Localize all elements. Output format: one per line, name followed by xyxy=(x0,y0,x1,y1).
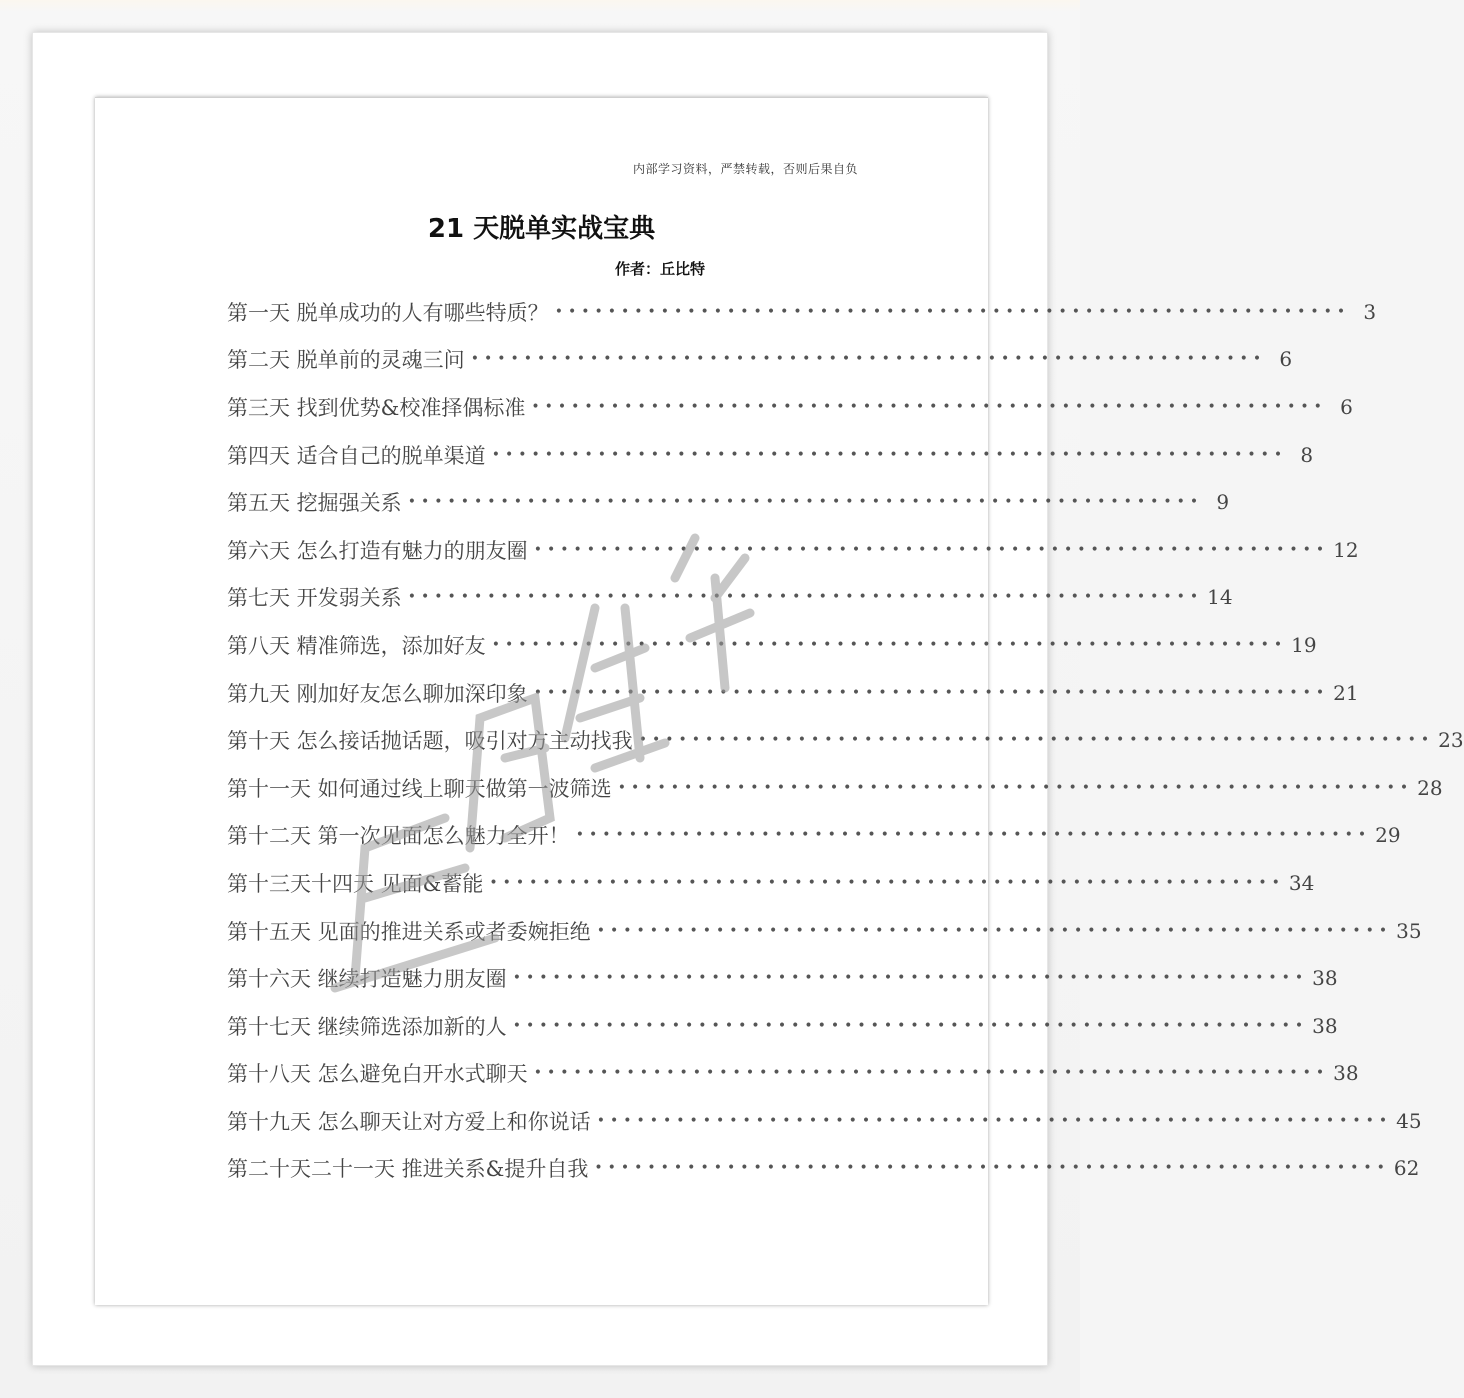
toc-dot-leader: •••••••••••••••••••••••••••••••••••••••••••••••••••••••••••• xyxy=(617,779,1414,796)
toc-entry-title: 第十六天 继续打造魅力朋友圈 xyxy=(227,963,509,993)
toc-page-number: 38 xyxy=(1333,1061,1359,1086)
toc-page-number: 35 xyxy=(1396,918,1422,943)
toc-entry xyxy=(227,288,1377,336)
toc-entry xyxy=(227,907,1422,955)
toc-page-number: 28 xyxy=(1417,775,1443,800)
toc-page-number: 38 xyxy=(1312,966,1338,991)
toc-page-number: 8 xyxy=(1300,442,1314,467)
toc-entry xyxy=(227,621,1317,669)
toc-dot-leader: •••••••••••••••••••••••••••••••••••••••••••••••••••••••••••• xyxy=(638,732,1435,749)
toc-dot-leader: •••••••••••••••••••••••••••••••••••••••••••••••••••••••••••• xyxy=(594,1160,1390,1177)
toc-dot-leader: •••••••••••••••••••••••••••••••••••••••••••••••••••••••••••• xyxy=(491,446,1288,463)
toc-dot-leader: •••••••••••••••••••••••••••••••••••••••••••••••••••••••••••• xyxy=(531,398,1327,415)
toc-dot-leader: •••••••••••••••••••••••••••••••••••••••••••••••••••••••••••• xyxy=(512,1017,1309,1034)
toc-entry xyxy=(227,526,1359,574)
toc-entry-title: 第九天 刚加好友怎么聊加深印象 xyxy=(227,678,530,708)
document-page xyxy=(95,97,1464,1305)
toc-dot-leader: •••••••••••••••••••••••••••••••••••••••••••••••••••••••••••• xyxy=(596,1112,1393,1129)
toc-entry xyxy=(227,764,1443,812)
toc-entry xyxy=(227,812,1401,860)
toc-entry xyxy=(227,716,1464,764)
toc-entry-title: 第十一天 如何通过线上聊天做第一波筛选 xyxy=(227,773,614,803)
toc-entry-title: 第十二天 第一次见面怎么魅力全开！ xyxy=(227,820,572,850)
toc-entry xyxy=(227,1145,1420,1193)
toc-page-number: 21 xyxy=(1333,680,1359,705)
toc-entry-title: 第七天 开发弱关系 xyxy=(227,582,404,612)
toc-entry xyxy=(227,478,1230,526)
toc-entry-title: 第一天 脱单成功的人有哪些特质？ xyxy=(227,297,551,327)
toc-entry xyxy=(227,859,1315,907)
toc-entry-title: 第十九天 怎么聊天让对方爱上和你说话 xyxy=(227,1106,593,1136)
toc-entry-title: 第十五天 见面的推进关系或者委婉拒绝 xyxy=(227,916,593,946)
document-author: 作者：丘比特 xyxy=(615,260,706,278)
toc-entry xyxy=(227,954,1338,1002)
toc-dot-leader: •••••••••••••••••••••••••••••••••••••••••••••••••••••••••••• xyxy=(407,494,1204,511)
toc-dot-leader: •••••••••••••••••••••••••••••••••••••••••••••••••••••••••••• xyxy=(470,351,1267,368)
toc-entry xyxy=(227,1097,1422,1145)
toc-entry xyxy=(227,574,1233,622)
toc-dot-leader: •••••••••••••••••••••••••••••••••••••••••••••••••••••••••••• xyxy=(596,922,1393,939)
table-of-contents xyxy=(227,288,1464,1192)
toc-dot-leader: •••••••••••••••••••••••••••••••••••••••••••••••••••••••••••• xyxy=(491,636,1288,653)
toc-page-number: 45 xyxy=(1396,1108,1422,1133)
toc-page-number: 6 xyxy=(1279,347,1293,372)
toc-page-number: 38 xyxy=(1312,1013,1338,1038)
toc-page-number: 9 xyxy=(1216,490,1230,515)
toc-dot-leader: •••••••••••••••••••••••••••••••••••••••••••••••••••••••••••• xyxy=(533,541,1330,558)
toc-entry-title: 第十三天十四天 见面&蓄能 xyxy=(227,868,485,898)
toc-page-number: 34 xyxy=(1288,870,1315,895)
toc-dot-leader: •••••••••••••••••••••••••••••••••••••••••••••••••••••••••••• xyxy=(533,1065,1330,1082)
toc-entry-title: 第二十天二十一天 推进关系&提升自我 xyxy=(227,1153,590,1183)
toc-entry-title: 第十天 怎么接话抛话题，吸引对方主动找我 xyxy=(227,725,635,755)
toc-dot-leader: •••••••••••••••••••••••••••••••••••••••••••••••••••••••••••• xyxy=(533,684,1330,701)
toc-page-number: 29 xyxy=(1375,823,1401,848)
toc-entry xyxy=(227,431,1314,479)
document-title: 21 天脱单实战宝典 xyxy=(427,214,656,244)
toc-page-number: 12 xyxy=(1333,537,1359,562)
toc-entry xyxy=(227,336,1293,384)
toc-entry xyxy=(227,1002,1338,1050)
toc-page-number: 3 xyxy=(1363,299,1377,324)
toc-entry xyxy=(227,1050,1359,1098)
toc-dot-leader: •••••••••••••••••••••••••••••••••••••••••••••••••••••••••••• xyxy=(512,970,1309,987)
toc-entry xyxy=(227,669,1359,717)
toc-entry-title: 第八天 精准筛选，添加好友 xyxy=(227,630,488,660)
toc-dot-leader: •••••••••••••••••••••••••••••••••••••••••••••••••••••••••••• xyxy=(575,827,1372,844)
toc-entry xyxy=(227,383,1353,431)
toc-page-number: 14 xyxy=(1207,585,1233,610)
toc-page-number: 23 xyxy=(1438,728,1464,753)
toc-dot-leader: •••••••••••••••••••••••••••••••••••••••••••••••••••••••••••• xyxy=(489,874,1285,891)
toc-entry-title: 第六天 怎么打造有魅力的朋友圈 xyxy=(227,535,530,565)
toc-entry-title: 第十八天 怎么避免白开水式聊天 xyxy=(227,1058,530,1088)
toc-page-number: 6 xyxy=(1340,394,1353,419)
toc-entry-title: 第三天 找到优势&校准择偶标准 xyxy=(227,392,527,422)
header-note: 内部学习资料，严禁转载，否则后果自负 xyxy=(632,162,858,176)
toc-entry-title: 第十七天 继续筛选添加新的人 xyxy=(227,1011,509,1041)
toc-entry-title: 第四天 适合自己的脱单渠道 xyxy=(227,440,488,470)
toc-dot-leader: •••••••••••••••••••••••••••••••••••••••••••••••••••••••••••• xyxy=(554,303,1351,320)
toc-entry-title: 第五天 挖掘强关系 xyxy=(227,487,404,517)
toc-entry-title: 第二天 脱单前的灵魂三问 xyxy=(227,344,467,374)
toc-page-number: 62 xyxy=(1393,1156,1420,1181)
toc-page-number: 19 xyxy=(1291,632,1317,657)
toc-dot-leader: •••••••••••••••••••••••••••••••••••••••••••••••••••••••••••• xyxy=(407,589,1204,606)
